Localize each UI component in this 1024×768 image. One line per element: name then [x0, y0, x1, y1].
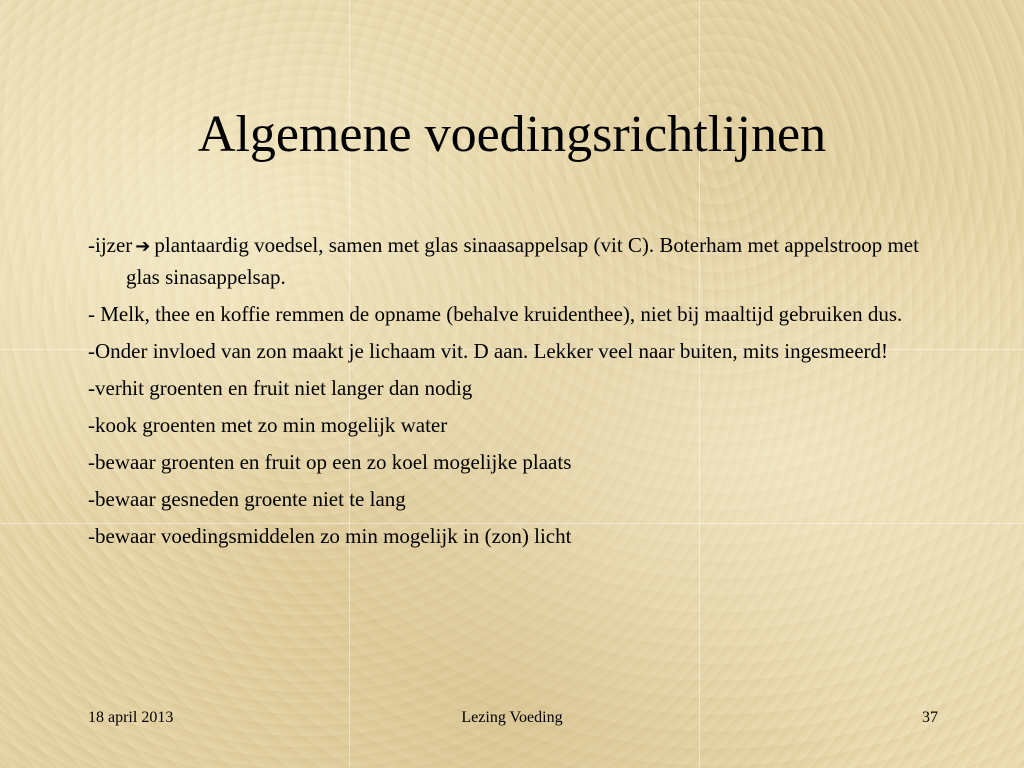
list-item: -verhit groenten en fruit niet langer dan nodig	[88, 376, 473, 400]
list-item-text: plantaardig voedsel, samen met glas sinaasappelsap (vit C). Boterham met appelstroop met glas sinasappelsap.	[126, 233, 919, 289]
list-item: -bewaar gesneden groente niet te lang	[88, 487, 406, 511]
bullet-list	[88, 230, 948, 558]
slide-title: Algemene voedingsrichtlijnen	[197, 106, 827, 163]
list-item: - Melk, thee en koffie remmen de opname (behalve kruidenthee), niet bij maaltijd gebruiken dus.	[88, 302, 903, 326]
right-arrow-icon: ➔	[135, 236, 151, 257]
footer-date: 18 april 2013	[88, 709, 174, 726]
list-item-lead: -ijzer	[88, 233, 133, 257]
list-item: -Onder invloed van zon maakt je lichaam vit. D aan. Lekker veel naar buiten, mits ingesmeerd!	[88, 339, 889, 363]
list-item: -bewaar groenten en fruit op een zo koel mogelijke plaats	[88, 450, 572, 474]
list-item	[88, 230, 948, 293]
footer-title: Lezing Voeding	[461, 709, 563, 726]
list-item: -kook groenten met zo min mogelijk water	[88, 413, 448, 437]
list-item: -bewaar voedingsmiddelen zo min mogelijk in (zon) licht	[88, 524, 572, 548]
page-number: 37	[922, 709, 938, 726]
